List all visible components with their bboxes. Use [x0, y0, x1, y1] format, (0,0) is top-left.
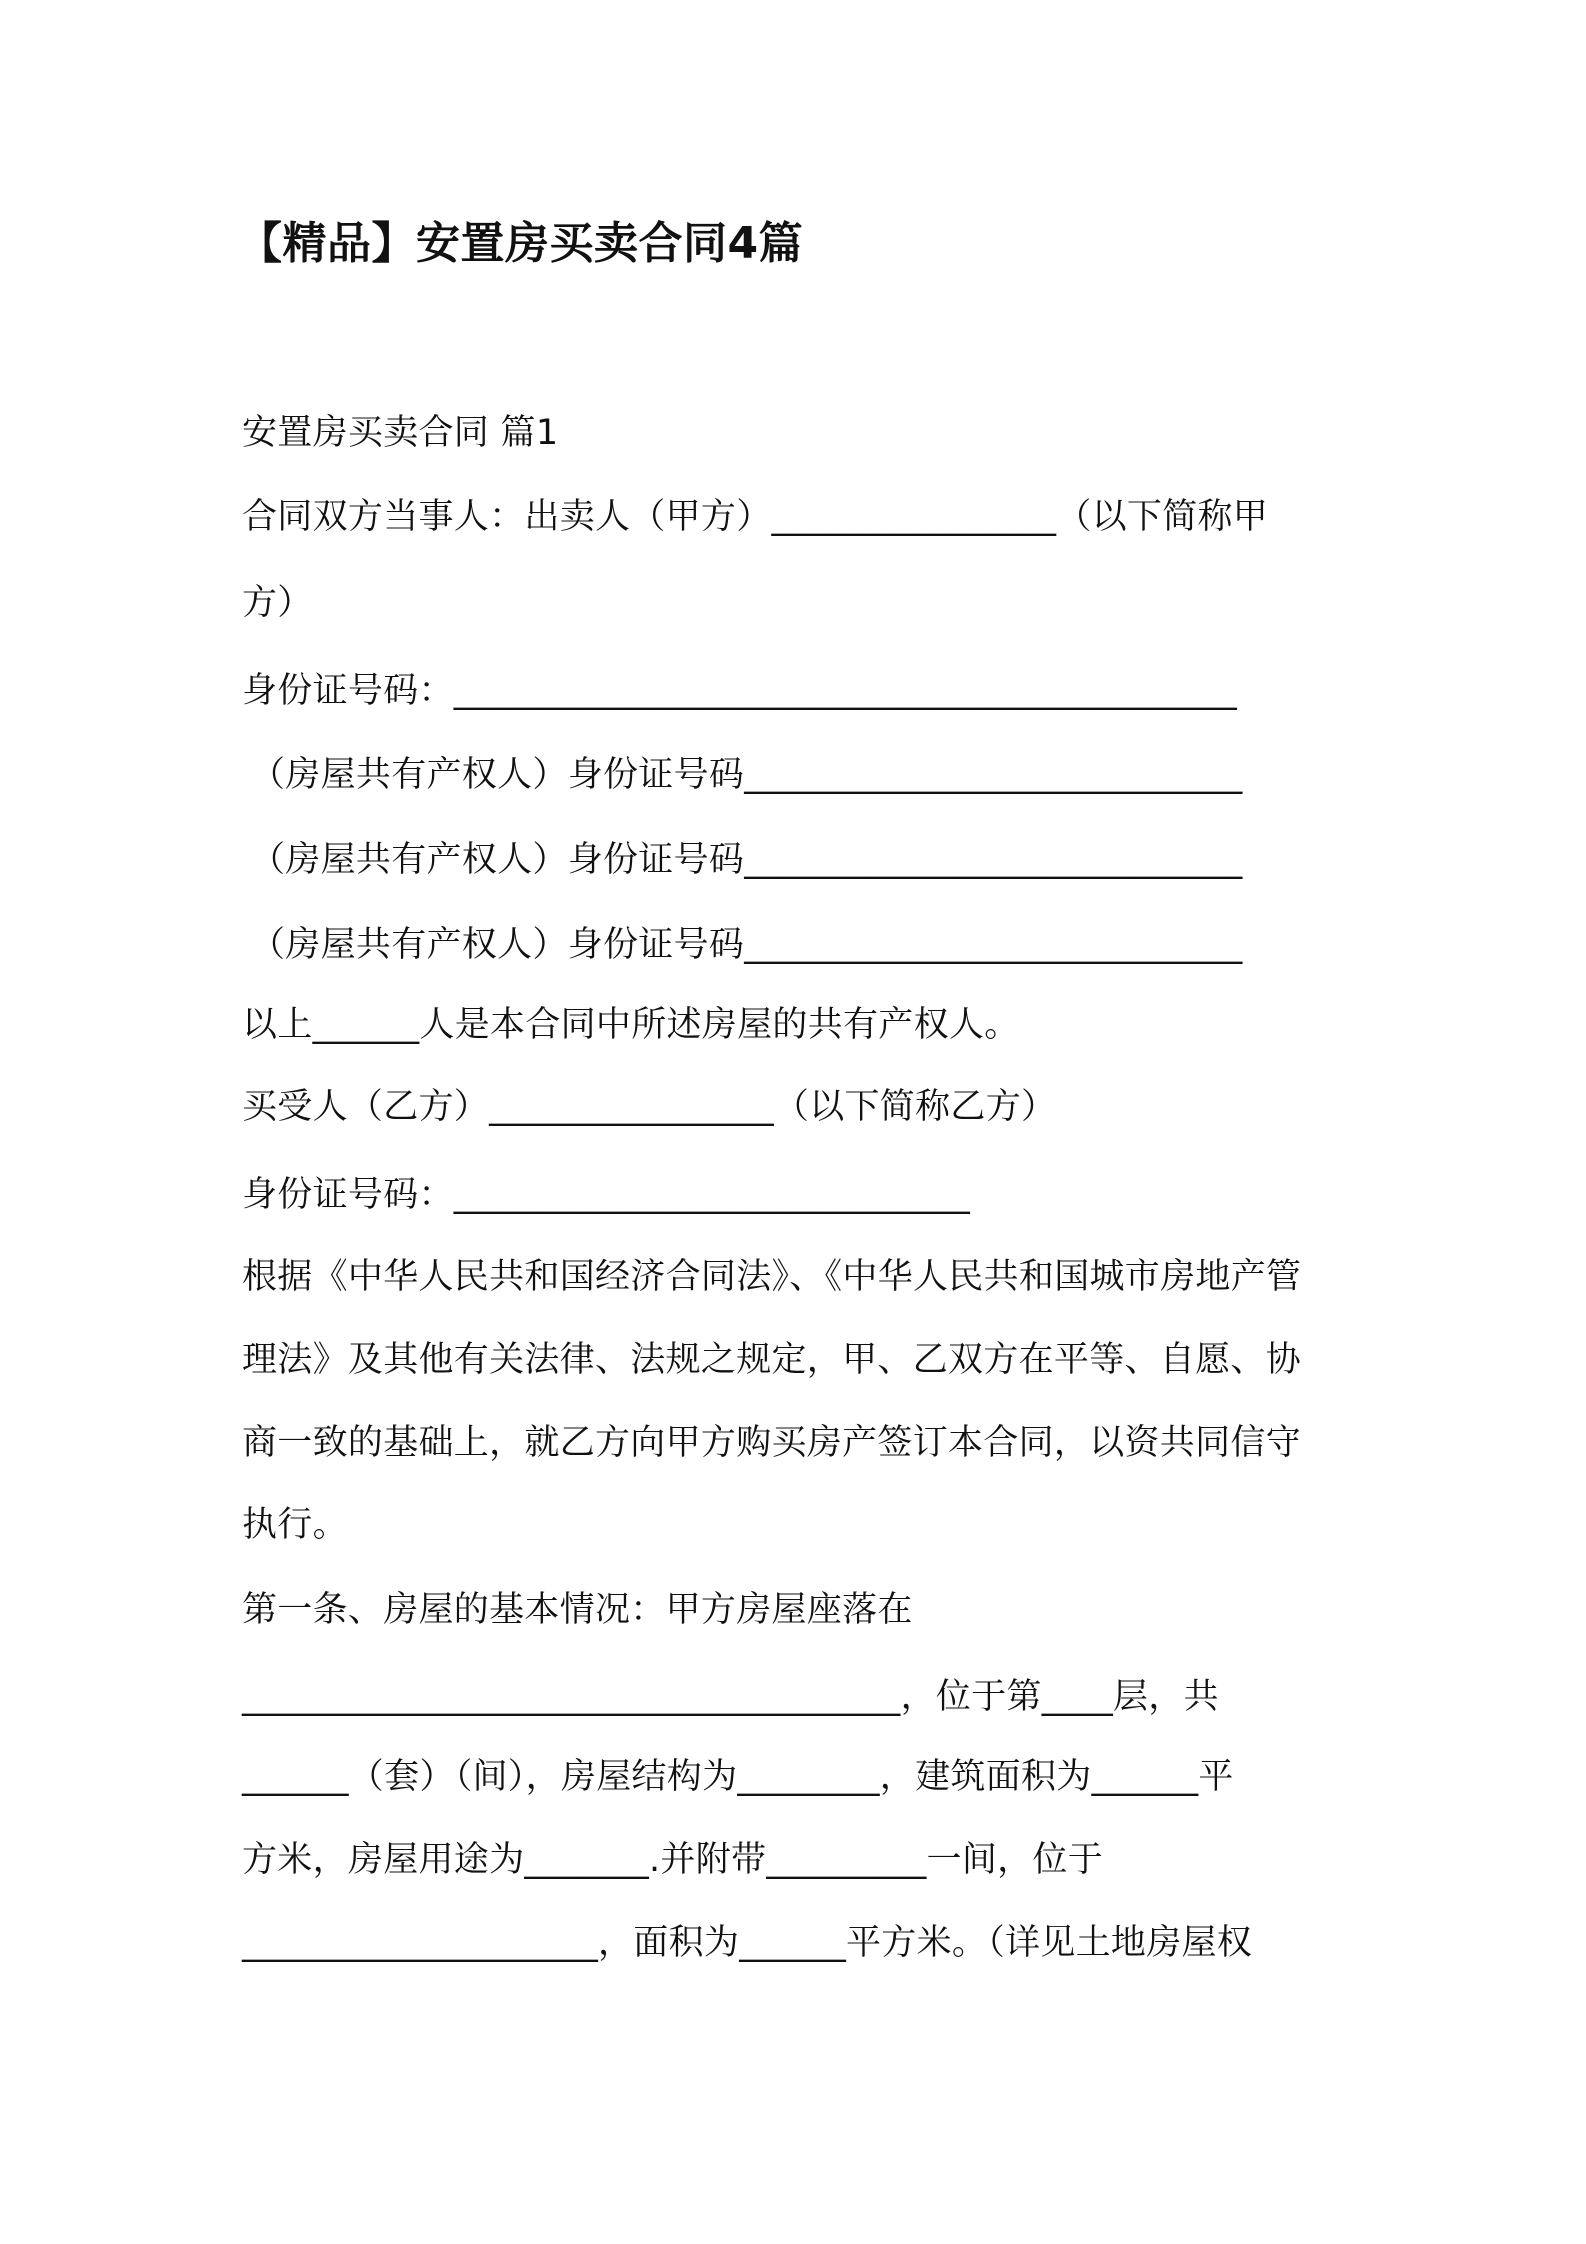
text-line: ____________________，面积为______平方米。（详见土地房屋权 [242, 1923, 1253, 1963]
text-line: 理法》及其他有关法律、法规之规定，甲、乙双方在平等、自愿、协 [242, 1340, 1302, 1380]
text-line: （房屋共有产权人）身份证号码____________________________ [250, 755, 1243, 795]
text-line: （房屋共有产权人）身份证号码____________________________ [250, 925, 1243, 965]
text-line: 执行。 [242, 1505, 348, 1545]
text-line: 合同双方当事人：出卖人（甲方）________________（以下简称甲 [242, 497, 1269, 537]
text-line: 方米，房屋用途为_______.并附带_________一间，位于 [242, 1840, 1104, 1880]
text-line: 商一致的基础上，就乙方向甲方购买房产签订本合同，以资共同信守 [242, 1423, 1302, 1463]
text-line: （房屋共有产权人）身份证号码____________________________ [250, 840, 1243, 880]
text-line: 以上______人是本合同中所述房屋的共有产权人。 [242, 1005, 1020, 1045]
text-line: ______（套）（间），房屋结构为________，建筑面积为______平 [242, 1757, 1234, 1797]
text-line: 根据《中华人民共和国经济合同法》、《中华人民共和国城市房地产管 [242, 1257, 1302, 1297]
text-line: 方） [242, 583, 313, 623]
document-title: 【精品】安置房买卖合同4篇 [238, 218, 804, 269]
section-heading: 安置房买卖合同 篇1 [242, 413, 559, 453]
text-line: 身份证号码：_____________________________ [242, 1175, 971, 1215]
text-line: 买受人（乙方）________________（以下简称乙方） [242, 1087, 1057, 1127]
text-line: 身份证号码：____________________________________________ [242, 671, 1237, 711]
text-line: 第一条、房屋的基本情况：甲方房屋座落在 [242, 1590, 913, 1630]
text-line: _____________________________________，位于第____层，共 [242, 1677, 1219, 1717]
